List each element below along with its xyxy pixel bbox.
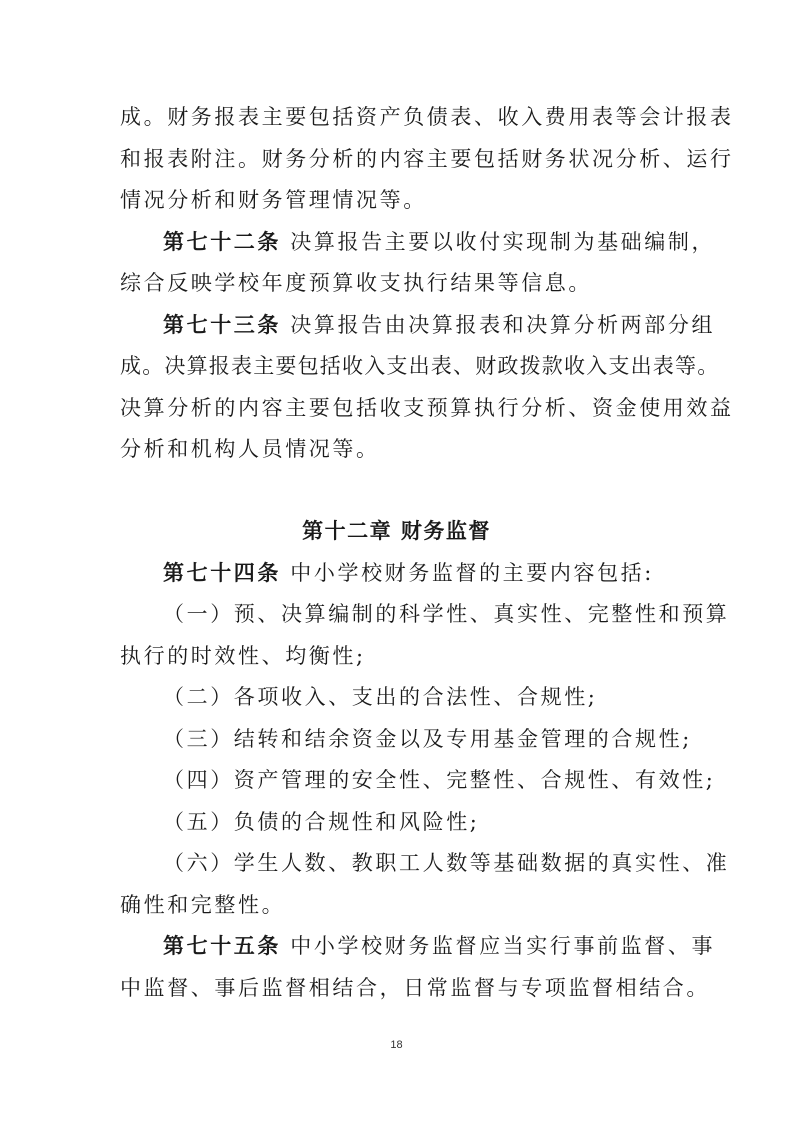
article-72	[163, 228, 715, 256]
list-item: （六）学生人数、教职工人数等基础数据的真实性、准	[163, 851, 730, 875]
article-text: 决算报告主要以收付实现制为基础编制，	[290, 230, 716, 254]
list-item-continuation: 执行的时效性、均衡性;	[120, 644, 366, 668]
article-label: 第七十四条	[163, 561, 281, 585]
paragraph-line: 决算分析的内容主要包括收支预算执行分析、资金使用效益	[120, 396, 734, 420]
article-73	[163, 311, 715, 339]
article-text: 中小学校财务监督的主要内容包括:	[290, 561, 654, 585]
article-75	[163, 932, 715, 960]
article-text: 决算报告由决算报表和决算分析两部分组	[290, 313, 716, 337]
paragraph-line: 成。决算报表主要包括收入支出表、财政拨款收入支出表等。	[120, 354, 720, 378]
article-74	[163, 559, 654, 587]
paragraph-line: 综合反映学校年度预算收支执行结果等信息。	[120, 271, 592, 295]
list-item-continuation: 确性和完整性。	[120, 893, 286, 917]
article-text: 中小学校财务监督应当实行事前监督、事	[290, 934, 716, 958]
list-item: （五）负债的合规性和风险性;	[163, 810, 480, 834]
list-item: （一）预、决算编制的科学性、真实性、完整性和预算	[163, 602, 730, 626]
article-label: 第七十二条	[163, 230, 281, 254]
article-label: 第七十五条	[163, 934, 281, 958]
list-item: （三）结转和结余资金以及专用基金管理的合规性;	[163, 727, 692, 751]
paragraph-line: 和报表附注。财务分析的内容主要包括财务状况分析、运行	[120, 147, 734, 171]
chapter-title: 第十二章 财务监督	[302, 519, 491, 543]
paragraph-line: 中监督、事后监督相结合，日常监督与专项监督相结合。	[120, 976, 710, 1000]
page-number: 18	[390, 1039, 403, 1051]
list-item: （二）各项收入、支出的合法性、合规性;	[163, 685, 598, 709]
list-item: （四）资产管理的安全性、完整性、合规性、有效性;	[163, 768, 716, 792]
paragraph-line: 情况分析和财务管理情况等。	[120, 188, 427, 212]
paragraph-line: 成。财务报表主要包括资产负债表、收入费用表等会计报表	[120, 105, 734, 129]
paragraph-line: 分析和机构人员情况等。	[120, 437, 380, 461]
article-label: 第七十三条	[163, 313, 281, 337]
